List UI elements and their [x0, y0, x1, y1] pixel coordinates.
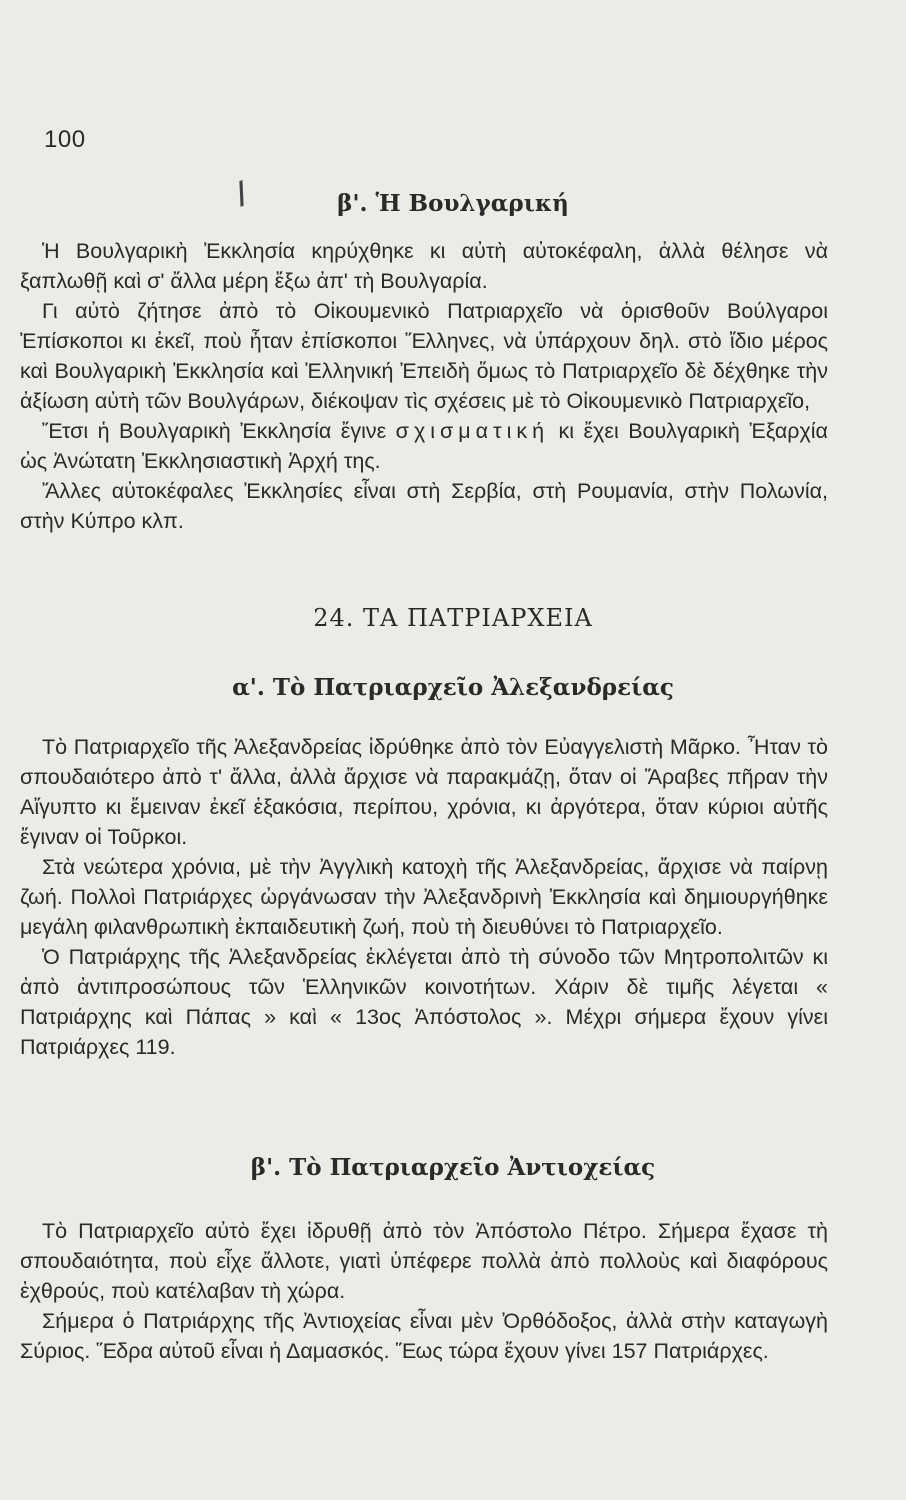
paragraph: Γι αὐτὸ ζήτησε ἀπὸ τὸ Οἰκουμενικὸ Πατριαρχεῖο νὰ ὁρισθοῦν Βούλγαροι Ἐπίσκοποι κι ἐκεῖ, ποὺ ἦταν ἐπίσκοποι Ἕλληνες, νὰ ὑπάρχουν δηλ. στὸ ἴδιο μέρος καὶ Βουλγαρικὴ Ἐκκλησία καὶ Ἑλληνική Ἐπειδὴ ὅμως τὸ Πατριαρχεῖο δὲ δέχθηκε τὴν ἀξίωση αὐτὴ τῶν Βουλγάρων, διέκοψαν τὶς σχέσεις μὲ τὸ Οἰκουμενικὸ Πατριαρχεῖο, — [20, 299, 828, 413]
antioch-heading: β'. Τὸ Πατριαρχεῖο Ἀντιοχείας — [250, 1154, 656, 1181]
bulgarian-heading: β'. Ἡ Βουλγαρική — [337, 190, 569, 217]
antioch-section — [20, 1216, 828, 1366]
paragraph — [20, 416, 828, 476]
paragraph: Ὁ Πατριάρχης τῆς Ἀλεξανδρείας ἐκλέγεται ἀπὸ τὴ σύνοδο τῶν Μητροπολιτῶν κι ἀπὸ ἀντιπροσώπους τῶν Ἑλληνικῶν κοινοτήτων. Χάριν δὲ τιμῆς λέγεται « Πατριάρχης καὶ Πάπας » καὶ « 13ος Ἀπόστολος ». Μέχρι σήμερα ἔχουν γίνει Πατριάρχες 119. — [20, 945, 828, 1059]
text-run: Ἔτσι ἡ Βουλγαρικὴ Ἐκκλησία ἔγινε — [42, 419, 396, 443]
paragraph: Τὸ Πατριαρχεῖο αὐτὸ ἔχει ἱδρυθῇ ἀπὸ τὸν Ἀπόστολο Πέτρο. Σήμερα ἔχασε τὴ σπουδαιότητα, ποὺ εἶχε ἄλλοτε, γιατὶ ὑπέφερε πολλὰ ἀπὸ πολλοὺς καὶ διαφόρους ἐχθρούς, ποὺ κατέλαβαν τὴ χώρα. — [20, 1219, 828, 1303]
paragraph: Στὰ νεώτερα χρόνια, μὲ τὴν Ἀγγλικὴ κατοχὴ τῆς Ἀλεξανδρείας, ἄρχισε νὰ παίρνῃ ζωή. Πολλοὶ Πατριάρχες ὠργάνωσαν τὴν Ἀλεξανδρινὴ Ἐκκλησία καὶ δημιουργήθηκε μεγάλη φιλανθρωπικὴ ἐκπαιδευτικὴ ζωή, ποὺ τὴ διευθύνει τὸ Πατριαρχεῖο. — [20, 855, 828, 939]
paragraph: Τὸ Πατριαρχεῖο τῆς Ἀλεξανδρείας ἱδρύθηκε ἀπὸ τὸν Εὐαγγελιστὴ Μᾶρκο. Ἦταν τὸ σπουδαιότερο ἀπὸ τ' ἄλλα, ἀλλὰ ἄρχισε νὰ παρακμάζῃ, ὅταν οἱ Ἄραβες πῆραν τὴν Αἴγυπτο κι ἔμειναν ἐκεῖ ἑξακόσια, περίπου, χρόνια, κι ἀργότερα, ὅταν κύριοι αὐτῆς ἔγιναν οἱ Τοῦρκοι. — [20, 735, 828, 849]
alexandria-heading: α'. Τὸ Πατριαρχεῖο Ἀλεξανδρείας — [232, 674, 674, 701]
paragraph: Ἄλλες αὐτοκέφαλες Ἐκκλησίες εἶναι στὴ Σερβία, στὴ Ρουμανία, στὴν Πολωνία, στὴν Κύπρο κλπ. — [20, 479, 828, 533]
chapter-title: 24. ΤΑ ΠΑΤΡΙΑΡΧΕΙΑ — [313, 604, 593, 632]
pencil-mark-icon: / — [230, 175, 253, 212]
text-run: κι ἔχει Βουλγαρικὴ Ἐξαρχία ὡς Ἀνώτατη Ἐκκλησιαστικὴ Ἀρχή της. — [20, 419, 828, 473]
spaced-word: σχισματική — [395, 419, 550, 443]
paragraph: Σήμερα ὁ Πατριάρχης τῆς Ἀντιοχείας εἶναι μὲν Ὀρθόδοξος, ἀλλὰ στὴν καταγωγὴ Σύριος. Ἕδρα αὐτοῦ εἶναι ἡ Δαμασκός. Ἕως τώρα ἔχουν γίνει 157 Πατριάρχες. — [20, 1309, 828, 1363]
paragraph: Ἡ Βουλγαρικὴ Ἐκκλησία κηρύχθηκε κι αὐτὴ αὐτοκέφαλη, ἀλλὰ θέλησε νὰ ξαπλωθῇ καὶ σ' ἄλλα μέρη ἔξω ἀπ' τὴ Βουλγαρία. — [20, 239, 828, 293]
page-number: 100 — [44, 126, 86, 153]
alexandria-section — [20, 732, 828, 1062]
bulgarian-section — [20, 236, 828, 536]
